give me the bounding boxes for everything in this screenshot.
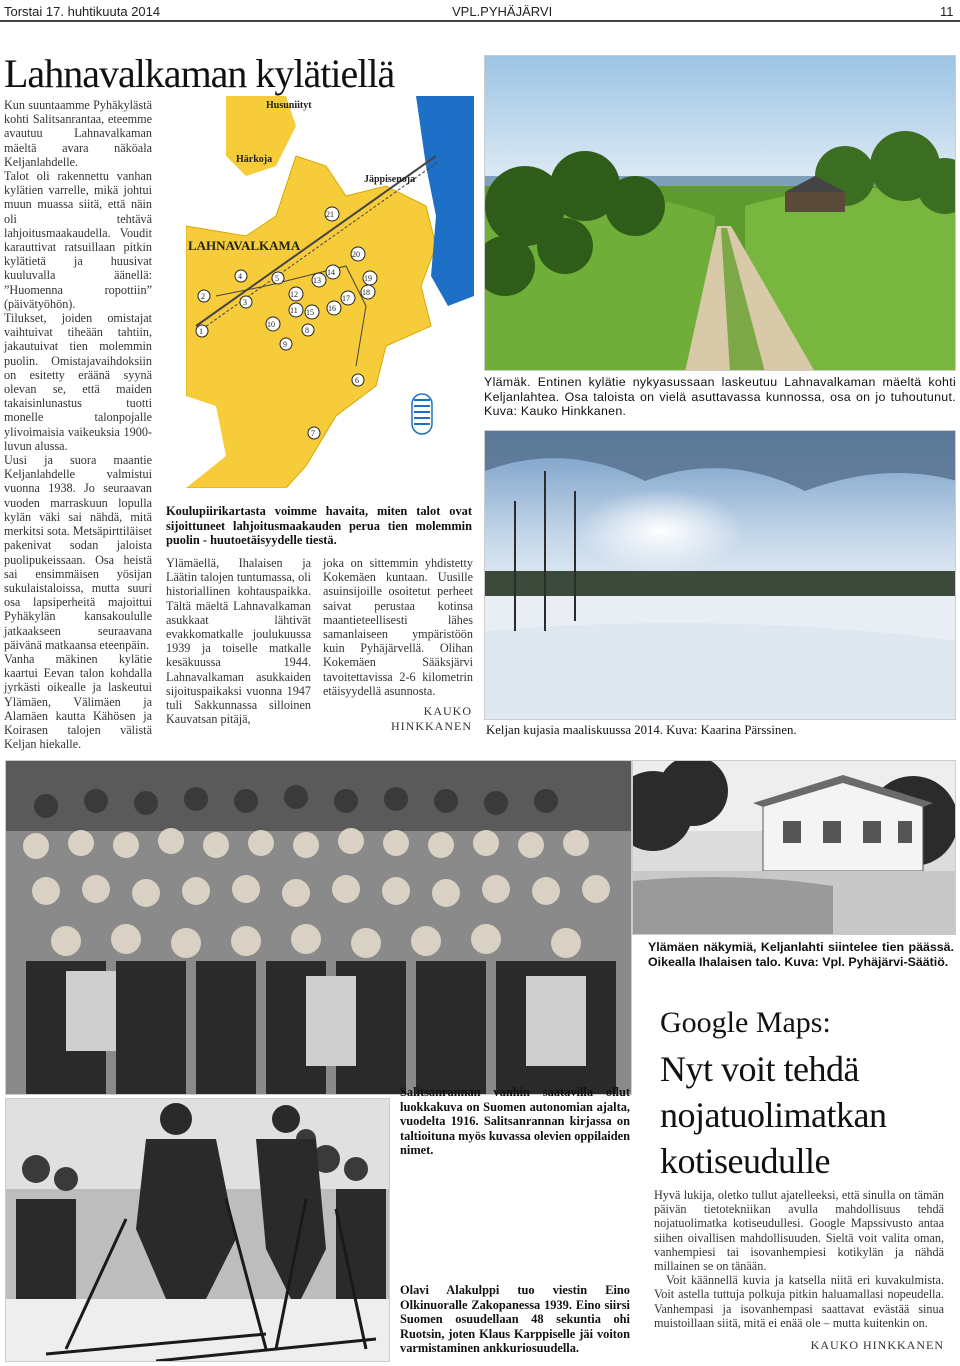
paragraph: Tilukset, joiden omistajat vaihtuivat tiheään tahtiin, jakautuivat tien molemmin puolin. Omistajavaihdoksiin on esitetty eräänä syynä olevan se, että maiden takaisinlunastus tuotti monelle talonpojalle ylivoimaisia vaikeuksia 1900-luvun alussa. bbox=[4, 311, 152, 453]
map-number: 6 bbox=[355, 376, 359, 385]
photo-caption-road: Ylämäk. Entinen kylätie nykyasussaan laskeutuu Lahnavalkaman mäeltä kohti Keljanlahtea. Osa taloista on vielä asuttavassa kunnossa, osa on jo tuhoutunut. Kuva: Kauko Hinkkanen. bbox=[484, 375, 956, 419]
map-number: 5 bbox=[275, 274, 279, 283]
google-maps-kicker: Google Maps: bbox=[660, 1006, 831, 1039]
photo-caption-house: Ylämäen näkymiä, Keljanlahti siintelee tien päässä. Oikealla Ihalaisen talo. Kuva: Vpl. Pyhäjärvi-Säätiö. bbox=[648, 940, 954, 969]
paragraph: Hyvä lukija, oletko tullut ajatelleeksi, että sinulla on tämän päivän tietotekniikan avulla mahdollisuus tehdä nojatuolimatka kotiseudullesi. Google Mapssivusto antaa siihen oivallisen mahdollisuuden. Sieltä voit valita oman, vanhempiesi tai isovanhempiesi kotikylän ja nähdä millainen se on tänään. bbox=[654, 1188, 944, 1274]
header-page-number: 11 bbox=[940, 4, 954, 19]
map-number: 18 bbox=[362, 288, 370, 297]
page-header bbox=[0, 0, 960, 22]
ski-photo-caption: Olavi Alakulppi tuo viestin Eino Olkinuoralle Zakopanessa 1939. Eino siirsi Suomen osuudellaan 48 sekuntia ohi Ruotsin, joten Klaus Karppiselle jäi voiton varmistaminen ankkuriosuudella. bbox=[400, 1283, 630, 1356]
village-map bbox=[186, 96, 474, 488]
village-road-photo bbox=[484, 55, 956, 371]
map-number: 21 bbox=[326, 210, 334, 219]
map-number: 17 bbox=[342, 294, 350, 303]
map-number: 20 bbox=[352, 250, 360, 259]
map-number: 8 bbox=[305, 326, 309, 335]
class-photo-caption: Salitsanrannan vanhin saatavilla ollut luokkakuva on Suomen autonomian ajalta, vuodelta 1916. Salitsanrannan kirjassa on taltioituna myös kuvassa olevien oppilaiden nimet. bbox=[400, 1085, 630, 1158]
paragraph: Vanha mäkinen kylätie kaartui Eevan talon kohdalla jyrkästi oikealle ja laskeutui Ylämäen, Välimäen ja Alamäen kautta Kähösen ja Koirasen talojen välistä Keljan hiekalle. bbox=[4, 651, 152, 752]
paragraph: Voit käännellä kuvia ja katsella niitä eri kuvakulmista. Voit astella tuttuja polkuja pitkin haluamallasi nopeudella. Vanhempasi ja isovanhempasi saattavat evästää sinua muistoillaan siitä, mitä ei enää ole – mutta kuitenkin on. bbox=[654, 1273, 944, 1330]
map-number: 13 bbox=[313, 276, 321, 285]
article-byline bbox=[372, 704, 472, 734]
map-number: 15 bbox=[306, 308, 314, 317]
map-label: LAHNAVALKAMA bbox=[188, 238, 301, 253]
map-number: 10 bbox=[267, 320, 275, 329]
google-maps-byline: KAUKO HINKKANEN bbox=[810, 1338, 944, 1352]
header-date: Torstai 17. huhtikuuta 2014 bbox=[4, 4, 161, 19]
google-maps-box bbox=[660, 1006, 956, 1184]
map-label: Husuniityt bbox=[266, 100, 312, 111]
map-number: 2 bbox=[201, 292, 205, 301]
article-column-1 bbox=[4, 98, 152, 751]
paragraph: Talot oli rakennettu vanhan kylätien varrelle, mikä johtui muun muassa siitä, että näin oli tehtävä lahjoitusmaakaudella. Voudit karauttivat ratsuillaan pitkin kylätietä ja huusivat kuuluvalla äänellä: ”Huomenna ropottiin” (päivätyöhön). bbox=[4, 169, 152, 311]
map-number: 12 bbox=[290, 290, 298, 299]
map-label: Härkoja bbox=[236, 154, 273, 165]
paragraph: Uusi ja suora maantie Keljanlahdelle valmistui vuonna 1938. Jo seuraavan vuoden marraskuun lopulla kylän väki sai nähdä, mitä merkitsi sota. Metsäpirttiläiset pakenivat sodan jaloista puolipukeissaan. Osa heistä sai ensimmäisen yösijan sukulaistaloissa, mutta suuri osa lapsiperheitä majoittui Pyhäkylän kansakoululle jatkaakseen seuraavana päivänä matkaansa eteenpäin. bbox=[4, 453, 152, 652]
map-number: 3 bbox=[243, 298, 247, 307]
article-column-2: Ylämäellä, Ihalaisen ja Läätin talojen tuntumassa, oli historiallinen kohtauspaikka. Tältä mäeltä Lahnavalkaman asukkaat lähtivät evakkomatkalle joulukuussa 1939 ja toiselle matkalle kesäkuussa 1944. Lahnavalkaman asukkaiden sijoituspaikaksi vuonna 1947 tuli Sakkunnassa silloinen Kauvatsan pitäjä, bbox=[166, 556, 311, 727]
map-number: 16 bbox=[328, 304, 336, 313]
map-number: 14 bbox=[327, 268, 335, 277]
map-number: 7 bbox=[311, 429, 315, 438]
paragraph: Kun suuntaamme Pyhäkylästä kohti Salitsanrantaa, eteemme avautuu Lahnavalkaman mäeltä avara näköala Keljanlahdelle. bbox=[4, 98, 152, 169]
map-label: Jäppisenoja bbox=[364, 174, 416, 185]
article-column-3: joka on sittemmin yhdistetty Kokemäen kuntaan. Uusille asuinsijoille osoitetut perheet saivat perustaa kotinsa maantieteellisesti lähes samanlaiseen ympäristöön kuin Pyhäjärvellä. Olihan Kokemäen Sääksjärvi tavoitettavissa 2-6 kilometrin etäisyydellä asunnosta. bbox=[323, 556, 473, 698]
google-maps-headline-line1: Nyt voit tehdä bbox=[660, 1049, 859, 1089]
google-maps-headline-line3: kotiseudulle bbox=[660, 1141, 830, 1181]
header-section: VPL.PYHÄJÄRVI bbox=[452, 4, 553, 19]
google-maps-headline-line2: nojatuolimatkan bbox=[660, 1095, 887, 1135]
google-maps-body bbox=[654, 1188, 944, 1330]
map-number: 11 bbox=[290, 306, 298, 315]
article-headline: Lahnavalkaman kylätiellä bbox=[4, 51, 395, 96]
byline-last-name: HINKKANEN bbox=[391, 719, 472, 733]
map-caption: Koulupiirikartasta voimme havaita, miten talot ovat sijoittuneet lahjoitusmaakauden perua tien molemmin puolin - huutoetäisyydelle tiestä. bbox=[166, 504, 472, 548]
class-photo-1916 bbox=[5, 760, 632, 1095]
byline-first-name: KAUKO bbox=[423, 704, 472, 718]
map-number: 19 bbox=[364, 274, 372, 283]
map-number: 9 bbox=[283, 340, 287, 349]
ski-relay-photo bbox=[5, 1098, 390, 1362]
old-house-photo bbox=[632, 760, 956, 935]
map-number: 4 bbox=[238, 272, 242, 281]
photo-caption-snow: Keljan kujasia maaliskuussa 2014. Kuva: Kaarina Pärssinen. bbox=[486, 723, 797, 737]
map-number: 1 bbox=[199, 327, 203, 336]
snow-field-photo bbox=[484, 430, 956, 720]
